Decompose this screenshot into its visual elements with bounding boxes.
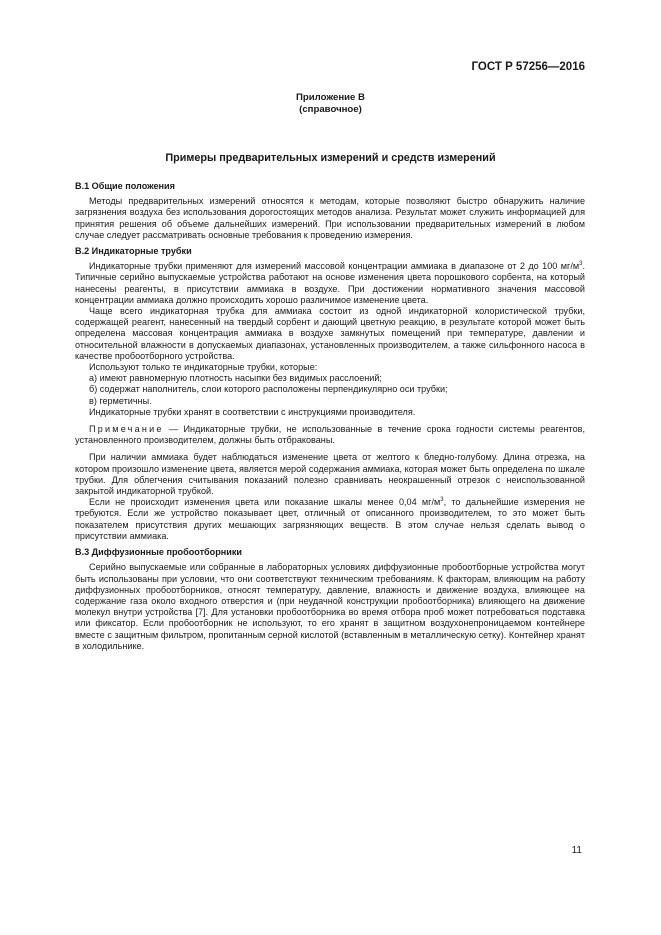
section-b2-paragraph-4: Индикаторные трубки хранят в соответствии с инструкциями производителя. (89, 406, 416, 417)
section-b3-heading: В.3 Диффузионные пробоотборники (75, 547, 242, 558)
list-item-c: в) герметичны. (89, 395, 152, 406)
appendix-title: Приложение В (296, 92, 365, 103)
main-title: Примеры предварительных измерений и средств измерений (165, 152, 496, 164)
list-item-b: б) содержат наполнитель, слои которого расположены перпендикулярно оси трубки; (89, 384, 448, 395)
section-b2-paragraph-5: При наличии аммиака будет наблюдаться изменение цвета от желтого к бледно-голубому. Длина отрезка, на котором произошло изменение цвета, является мерой содержания аммиака, которая может быть определена по шкале трубки. Для облегчения считывания показаний полезно сравнивать неокрашенный отрезок с неиспользованной закрытой индикаторной трубкой. (75, 452, 585, 497)
document-body (75, 181, 585, 652)
section-b1-paragraph: Методы предварительных измерений относятся к методам, которые позволяют быстро обнаружить наличие загрязнения воздуха без использования дорогостоящих методов анализа. Результат может служить информацией для принятия решения об объеме дальнейших измерений. При использовании предварительных измерений в любом случае следует рассматривать основные требования к проведению измерения. (75, 196, 585, 240)
section-b2-paragraph-1: Индикаторные трубки применяют для измерений массовой концентрации аммиака в диапазоне от 2 до 100 $мг/м^3$. Типичные серийно выпускаемые устройства работают на основе изменения цвета порошкового сорбента, на который нанесены реагенты, в присутствии аммиака в воздухе. При достижении нормативного значения массовой концентрации аммиака должно происходить хорошо различимое изменение цвета. (75, 261, 585, 305)
page-number: 11 (571, 845, 582, 856)
note (75, 424, 585, 446)
note-text: — Индикаторные трубки, не использованные в течение срока годности системы реагентов, установленного производителем, должны быть отбракованы. (75, 424, 585, 446)
section-b1-heading: В.1 Общие положения (75, 181, 175, 191)
section-b2-paragraph-2: Чаще всего индикаторная трубка для аммиака состоит из одной индикаторной колористической трубки, содержащей реагент, нанесенный на твердый сорбент и дающий цветную реакцию, в результате которой может быть определена массовая концентрация аммиака в воздухе замкнутых помещений при температуре, давлении и относительной влажности в допускаемых диапазонах, установленных производителем, а также сильфонного насоса в качестве пробоотборного устройства. (75, 306, 585, 361)
note-label: Примечание (89, 424, 164, 435)
document-code: ГОСТ Р 57256—2016 (471, 61, 585, 73)
section-b3-paragraph: Серийно выпускаемые или собранные в лабораторных условиях диффузионные пробоотборные устройства могут быть использованы при условии, что они соответствуют техническим требованиям. К факторам, влияющим на работу диффузионных пробоотборников, относят температуру, давление, влажность и движение воздуха, влияющее на содержание газа около входного отверстия и (при неудачной конструкции пробоотборника) влияющего на движение молекул внутри устройства [7]. Для установки пробоотборника во время отбора проб может потребоваться подставка или фиксатор. Если пробоотборник не используют, то его хранят в защитном воздухонепроницаемом контейнере вместе с защитным фильтром, пропитанным серной кислотой (вставленным в металлическую сетку). Контейнер хранят в холодильнике. (75, 562, 585, 651)
section-b2-paragraph-3: Используют только те индикаторные трубки, которые: (89, 362, 318, 373)
appendix-heading (0, 92, 661, 116)
section-b2-paragraph-6: Если не происходит изменения цвета или показание шкалы менее 0,04 $мг/м^3$, то дальнейшие измерения не требуются. Если же устройство показывает цвет, отличный от описанного производителем, то это может быть показателем присутствия других мешающих загрязняющих веществ. В этом случае нельзя сделать вывод о присутствии аммиака. (75, 497, 585, 541)
appendix-subtitle: (справочное) (299, 104, 362, 115)
list-item-a: а) имеют равномерную плотность насыпки без видимых расслоений; (89, 373, 382, 384)
section-b2-heading: В.2 Индикаторные трубки (75, 246, 192, 257)
